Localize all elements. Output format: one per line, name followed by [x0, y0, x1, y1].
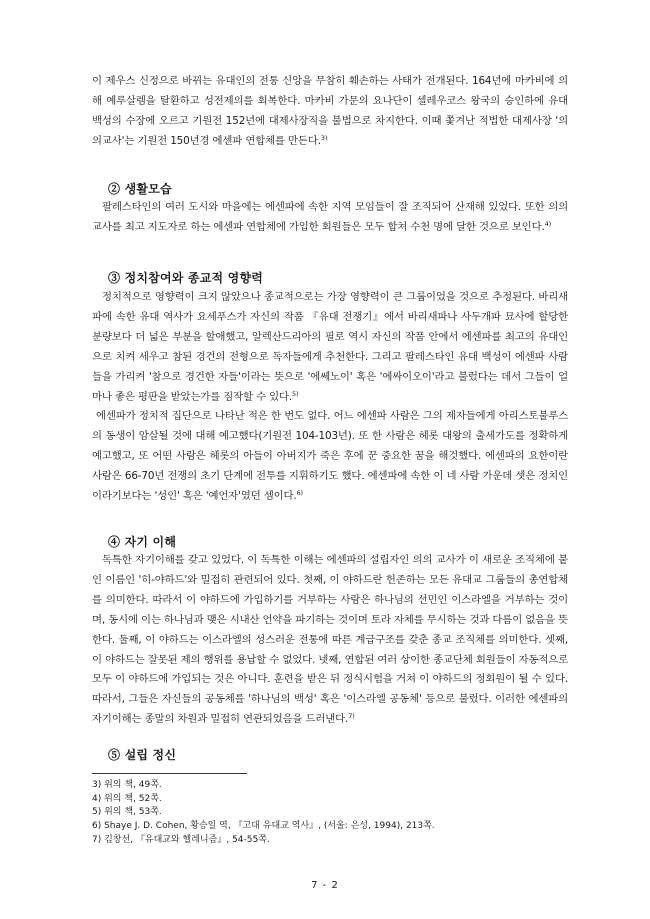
footnote-4: 4) 위의 책, 52쪽.	[92, 793, 162, 804]
section4-text: 독특한 자기이해를 갖고 있었다. 이 독특한 이해는 에센파의 설립자인 의의 교사가 이 새로운 조직체에 붙인 이름인 '히-야하드'와 밀접히 관련되어 있다. 첫째, 이 야하드란 헌존하는 모든 유대교 그룹들의 총연합체를 의미한다. 따라서 이 야하드에 가입하기를 거부하는 사람은 하나님의 선민인 이스라엘을 거부하는 것이며, 동시에 이는 하나님과 맺은 시내산 언약을 파기하는 것이며 토라 자체를 무시하는 것과 다름이 없음을 뜻한다. 둘째, 이 야하드는 이스라엘의 성스러운 전통에 따른 계급구조를 갖춘 종교 조직체를 의미한다. 셋째, 이 야하드는 잘못된 제의 행위를 용납할 수 없었다. 넷째, 연합된 여러 상이한 종교단체 회원들이 자동적으로 모두 이 야하드에 가입되는 것은 아니다. 훈련을 받은 뒤 정식시험을 거쳐 이 야하드의 정회원이 될 수 있다. 따라서, 그들은 자신들의 공동체를 '하나님의 백성' 혹은 '이스라엘 공동체' 등으로 불렀다. 이러한 에센파의 자기이해는 종말의 차원과 밀접히 연관되었음을 드러낸다.	[92, 554, 568, 726]
section4-paragraph	[92, 551, 568, 730]
section-heading-3: ③ 정치참여와 종교적 영향력	[108, 271, 264, 285]
section2-paragraph	[92, 198, 568, 238]
section3-paragraph-1: 정치적으로 영향력이 크지 않았으나 종교적으로는 가장 영향력이 큰 그룹이었을 것으로 추정된다. 바리새파에 속한 유대 역사가 요세푸스가 자신의 작품 『유대 전쟁기』에서 바리새파나 사두개파 묘사에 할당한 분량보다 더 넓은 부분을 할애했고, 알렉산드리아의 필로 역시 자신의 작품 안에서 에센파를 최고의 유대인으로 치켜 세우고 참된 경건의 전형으로 독자들에게 추천한다. 그리고 팔레스타인 유대 백성이 에센파 사람들을 가리켜 '참으로 경건한 자들'이라는 뜻으로 '에쎄노이' 혹은 '에싸이오이'라고 불렀다는 데서 그들이 얼마나 좋은 평판을 받았는가를 짐작할 수 있다.	[92, 291, 568, 403]
footnote-ref: 7)	[348, 712, 355, 721]
footnote-6: 6) Shaye J. D. Cohen, 황승일 역, 『고대 유대교 역사』, (서울: 은성, 1994), 213쪽.	[92, 821, 435, 832]
section-heading-4: ④ 자기 이해	[108, 535, 177, 549]
footnote-ref: 4)	[544, 219, 552, 228]
section3-body	[92, 288, 568, 507]
intro-text: 이 제우스 신정으로 바뀌는 유대인의 전통 신앙을 무참히 훼손하는 사태가 전개된다. 164년에 마카비에 의해 예루살렘을 탈환하고 성전제의를 회복한다. 마카비 가문의 요나단이 셀레우코스 왕국의 승인하에 유대 백성의 수장에 오르고 기원전 152년에 대제사장직을 불법으로 차지한다. 이때 쫓겨난 적법한 대제사장 '의의교사'는 기원전 150년경 에센파 연합체를 만든다.	[92, 75, 568, 147]
footnote-7: 7) 김창선, 『유대교와 헬레니즘』, 54-55쪽.	[92, 834, 270, 845]
footnote-ref: 5)	[292, 389, 299, 398]
section-heading-5: ⑤ 설립 정신	[108, 748, 177, 762]
footnote-5: 5) 위의 책, 53쪽.	[92, 807, 162, 818]
footnote-3: 3) 위의 책, 49쪽.	[92, 780, 162, 790]
footnotes	[92, 779, 568, 848]
section-heading-2: ② 생활모습	[108, 182, 172, 196]
footnote-ref: 3)	[320, 133, 328, 142]
intro-paragraph	[92, 72, 568, 152]
section3-paragraph-2: 에센파가 정치적 집단으로 나타난 적은 한 번도 없다. 어느 에센파 사람은 그의 제자들에게 아리스토불루스의 동생이 암살될 것에 대해 예고했다(기원전 104-103년). 또 한 사람은 헤롯 대왕의 출세가도를 정확하게 예고했고, 또 어떤 사람은 헤롯의 아들이 아버지가 죽은 후에 꾼 중요한 꿈을 해것했다. 에센파의 요한이란 사람은 66-70년 전쟁의 초기 단계에 전투를 지휘하기도 했다. 에센파에 속한 이 네 사람 가운데 셋은 정치인이라기보다는 '성인' 혹은 '예언자'였던 셈이다.	[92, 410, 568, 503]
page-number: 7 - 2	[311, 880, 339, 891]
section2-text: 팔레스타인의 여러 도시와 마을에는 에센파에 속한 지역 모임들이 잘 조직되어 산재해 있었다. 또한 의의 교사를 최고 지도자로 하는 에센파 연합체에 가입한 회원들은 모두 합쳐 수천 명에 달한 것으로 보인다.	[92, 201, 568, 233]
footnote-divider	[92, 773, 247, 774]
footnote-ref: 6)	[296, 489, 303, 498]
